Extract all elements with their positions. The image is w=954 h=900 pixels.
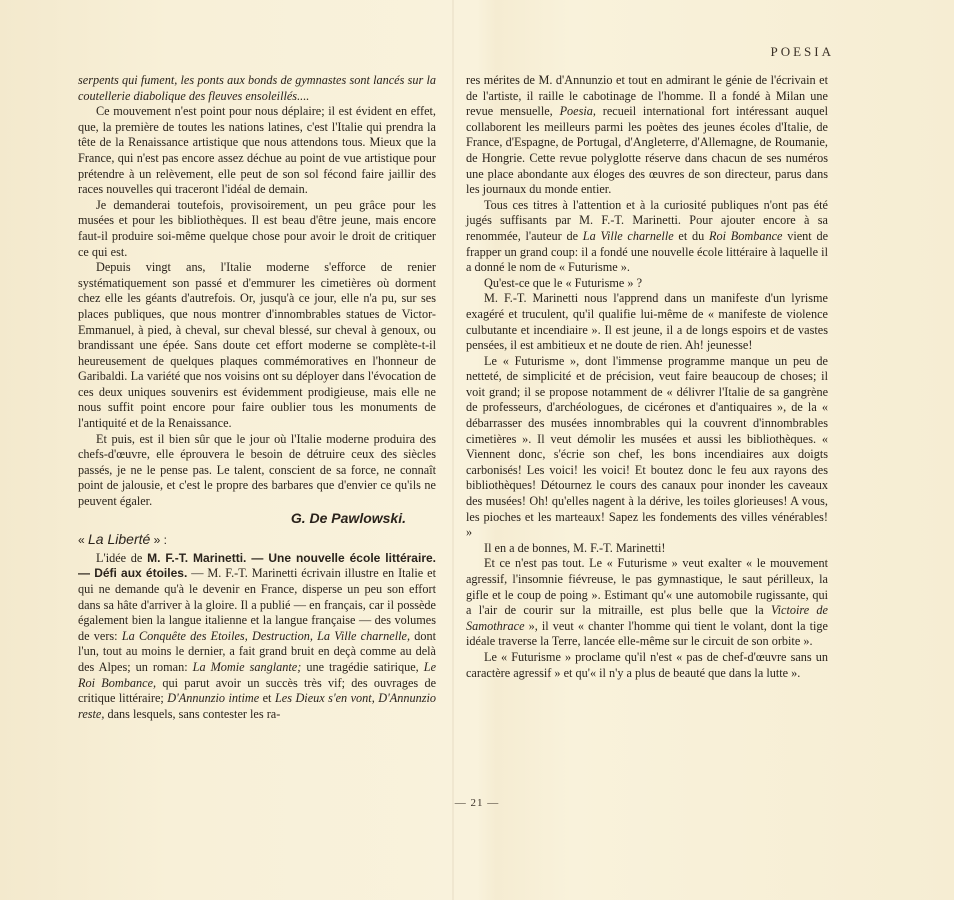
paragraph: Et ce n'est pas tout. Le « Futurisme » veut exalter « le mouvement agressif, l'insomnie fiévreuse, le pas gymnastique, le saut périlleux, la gifle et le coup de poing ». Estimant qu'« une automobile rugissante, qui a l'air de courir sur la mitraille, est plus belle que la Victoire de Samothrace », il veut « chanter l'homme qui tient le volant, dont la tige idéale traverse la Terre, lancée elle-même sur le circuit de son orbite ». (466, 556, 828, 649)
page-number: — 21 — (454, 797, 500, 809)
paragraph: Depuis vingt ans, l'Italie moderne s'efforce de renier systématiquement son passé et d'emmurer les cimetières où dorment chez elle les géants d'autrefois. Or, jusqu'à ce jour, elle n'a pu, sur ses places publiques, que nous montrer d'innombrables statues de Victor-Emmanuel, à pied, à cheval, sur cheval blessé, sur cheval à genoux, ou brandissant une épée. Sans doute cet effort moderne se complète-t-il heureusement de quelques plaques commémoratives en l'honneur de Garibaldi. La variété que nos voisins ont su déployer dans l'évocation de ces deux uniques souvenirs est évidemment prodigieuse, mais elle ne nous suffit point encore pour faire oublier tous les monuments de l'antiquité et de la Renaissance. (78, 260, 436, 431)
left-column (78, 73, 436, 722)
paragraph-continued: res mérites de M. d'Annunzio et tout en admirant le génie de l'écrivain et de l'artiste, il raille le cabotinage de l'homme. Il a fondé à Milan une revue mensuelle, Poesia, recueil international fort intéressant auquel collaborent les meilleurs parmi les poètes des jeunes écoles d'Italie, de France, d'Espagne, de Portugal, d'Angleterre, d'Allemagne, de Roumanie, de Hongrie. Cette revue polyglotte réserve dans chacun de ses numéros une place abondante aux éloges des œuvres de son directeur, parus dans les journaux du monde entier. (466, 73, 828, 197)
paragraph: Ce mouvement n'est point pour nous déplaire; il est évident en effet, que, la première de toutes les nations latines, c'est l'Italie qui prendra la tête de la Renaissance artistique que nous attendons tous. Mieux que la France, qui n'est pas encore assez déchue au point de vue artistique pour prétendre à un relèvement, elle peut de son sol fécond faire jaillir des races nouvelles qui traceront l'idéal de demain. (78, 104, 436, 197)
intro-italic-text: serpents qui fument, les ponts aux bonds de gymnastes sont lancés sur la coutellerie diabolique des fleuves ensoleillés.... (78, 73, 436, 103)
right-column (466, 73, 828, 681)
section-title: « La Liberté » : (78, 531, 167, 548)
running-header: POESIA (770, 44, 834, 59)
paragraph: Et puis, est il bien sûr que le jour où l'Italie moderne produira des chefs-d'œuvre, elle éprouvera le besoin de détruire ceux des siècles passés, je ne le pense pas. Le talent, conscient de sa force, ne connaît point de jalousie, et c'est le propre des barbares que d'envier ce qu'ils ne peuvent égaler. (78, 431, 436, 509)
paragraph: Il en a de bonnes, M. F.-T. Marinetti! (484, 540, 666, 555)
paragraph: Je demanderai toutefois, provisoirement, un peu grâce pour les musées et pour les bibliothèques. Il est beau d'être jeune, mais encore faut-il produire soi-même quelque chose pour avoir le droit de critiquer ce qui est. (78, 197, 436, 259)
paragraph: Qu'est-ce que le « Futurisme » ? (484, 275, 643, 290)
paragraph-liberte: L'idée de M. F.-T. Marinetti. — Une nouvelle école littéraire. — Défi aux étoiles. — M. F.-T. Marinetti écrivain illustre en Italie et qui ne demande qu'à le devenir en France, disperse un peu son effort dans sa hâte d'arriver à la gloire. Il a publié — en français, car il possède également bien la langue italienne et la langue française — des volumes de vers: La Conquête des Etoiles, Destruction, La Ville charnelle, dont l'un, tout au moins le dernier, a fait grand bruit en deçà comme au delà des Alpes; un roman: La Momie sanglante; une tragédie satirique, Le Roi Bombance, qui parut avoir un succès très vif; des ouvrages de critique littéraire; D'Annunzio intime et Les Dieux s'en vont, D'Annunzio reste, dans lesquels, sans contester les ra- (78, 550, 437, 721)
author-signature: G. De Pawlowski. (290, 509, 406, 526)
paragraph: Le « Futurisme », dont l'immense programme manque un peu de netteté, de simplicité et de précision, veut faire beaucoup de choses; il voit grand; il se propose notamment de « délivrer l'Italie de sa gangrène de professeurs, d'archéologues, de cicérones et d'antiquaires », de la « débarrasser des musées innombrables qui la couvrent d'innombrables cimetières ». Il veut démolir les musées et aussi les bibliothèques. « Viennent donc, s'écrie son chef, les bons incendiaires aux doigts carbonisés! Les voici! les voici! Et boutez donc le feu aux rayons des bibliothèques! Détournez le cours des canaux pour inonder les caveaux des musées! Oh! qu'elles nagent à la dérive, les toiles glorieuses! A vous, les pioches et les marteaux! Sapez les fondements des villes vénérables! » (466, 353, 828, 540)
paragraph: Le « Futurisme » proclame qu'il n'est « pas de chef-d'œuvre sans un caractère agressif » et qu'« il n'y a plus de beauté que dans la lutte ». (466, 649, 828, 680)
page-spine (452, 0, 454, 900)
paragraph: Tous ces titres à l'attention et à la curiosité publiques n'ont pas été jugés suffisants par M. F.-T. Marinetti. Pour ajouter encore à sa renommée, l'auteur de La Ville charnelle et du Roi Bombance vient de frapper un grand coup: il a fondé une nouvelle école littéraire à laquelle il a donné le nom de « Futurisme ». (466, 197, 829, 275)
paragraph: M. F.-T. Marinetti nous l'apprend dans un manifeste d'un lyrisme exagéré et truculent, qu'il qualifie lui-même de « manifeste de violence culbutante et incendiaire ». Il est jeune, il a de longs espoirs et de vastes pensées, il est ambitieux et ne doute de rien. Ah! jeunesse! (466, 291, 828, 353)
